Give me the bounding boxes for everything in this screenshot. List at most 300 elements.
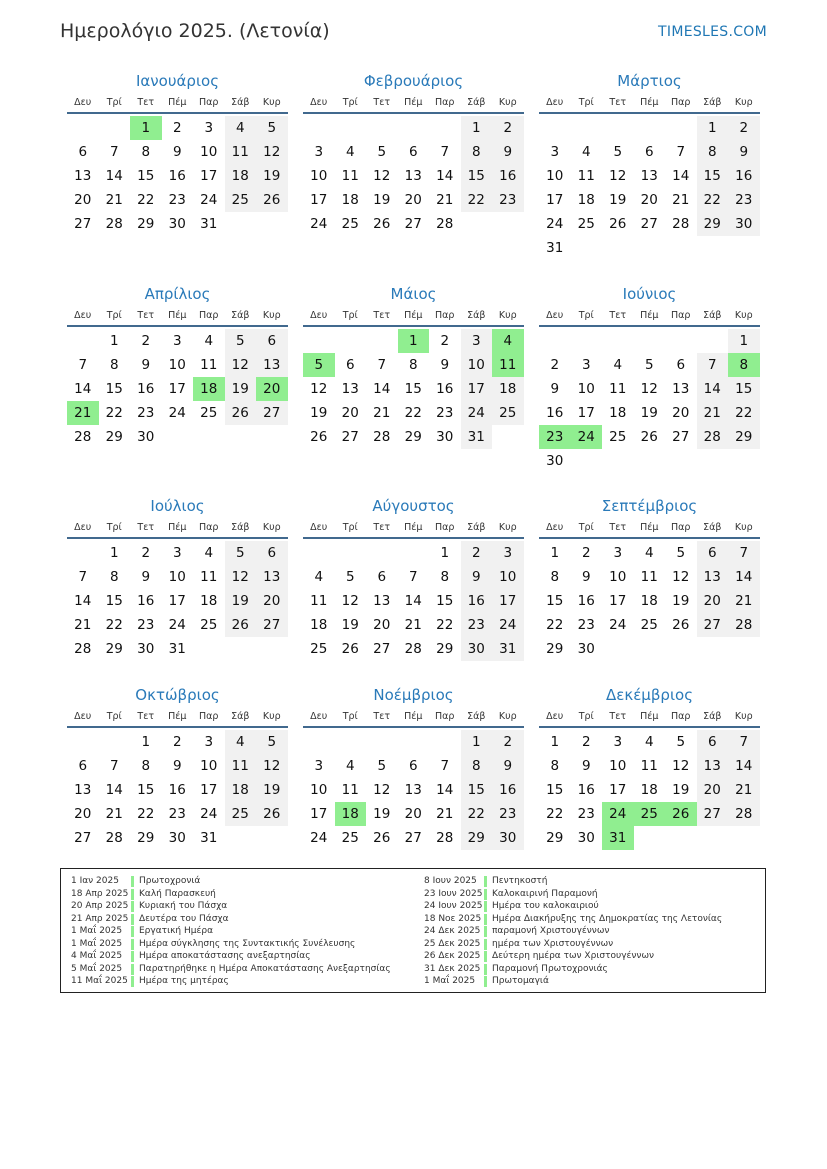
day-cell: 17 bbox=[461, 377, 493, 401]
weekday-label: Σάβ bbox=[467, 710, 486, 722]
day-cell: 14 bbox=[728, 565, 760, 589]
day-cell: 3 bbox=[492, 541, 524, 565]
legend-item bbox=[71, 900, 391, 913]
day-cell: 22 bbox=[697, 188, 729, 212]
holiday-day-cell: 24 bbox=[571, 425, 603, 449]
holiday-color-marker bbox=[131, 889, 134, 900]
legend-item bbox=[71, 938, 391, 951]
day-cell: 21 bbox=[105, 806, 123, 822]
weekday-label: Πέμ bbox=[168, 96, 187, 108]
legend-column-left bbox=[71, 875, 391, 988]
day-cell: 20 bbox=[404, 806, 422, 822]
empty-day-cell bbox=[634, 329, 666, 353]
weekday-label: Δευ bbox=[310, 710, 328, 722]
weekday-label: Κυρ bbox=[498, 96, 517, 108]
empty-day-cell bbox=[335, 730, 367, 754]
day-cell: 4 bbox=[204, 545, 214, 561]
day-cell: 7 bbox=[78, 569, 88, 585]
day-cell: 9 bbox=[581, 758, 591, 774]
weekday-header bbox=[303, 517, 524, 539]
day-cell: 15 bbox=[105, 381, 123, 397]
day-cell: 20 bbox=[74, 806, 92, 822]
holiday-day-cell: 23 bbox=[539, 425, 571, 449]
weekday-header bbox=[539, 706, 760, 728]
day-cell: 2 bbox=[581, 545, 591, 561]
day-cell: 22 bbox=[461, 802, 493, 826]
month-title: Φεβρουάριος bbox=[363, 72, 464, 90]
day-cell: 12 bbox=[225, 565, 257, 589]
weekday-label: Τετ bbox=[137, 521, 155, 533]
day-cell: 15 bbox=[461, 778, 493, 802]
day-cell: 6 bbox=[78, 144, 88, 160]
day-cell: 15 bbox=[137, 782, 155, 798]
day-cell: 1 bbox=[461, 730, 493, 754]
day-cell: 25 bbox=[577, 216, 595, 232]
weekday-label: Σάβ bbox=[703, 710, 722, 722]
legend-date: 18 Απρ 2025 bbox=[71, 888, 129, 899]
day-cell: 8 bbox=[461, 140, 493, 164]
day-cell: 28 bbox=[373, 429, 391, 445]
day-cell: 6 bbox=[256, 329, 288, 353]
legend-holiday-name: Δευτέρα του Πάσχα bbox=[139, 913, 229, 924]
day-cell: 5 bbox=[613, 144, 623, 160]
day-cell: 30 bbox=[137, 429, 155, 445]
day-cell: 13 bbox=[697, 754, 729, 778]
day-cell: 12 bbox=[225, 353, 257, 377]
day-cell: 27 bbox=[256, 613, 288, 637]
holiday-color-marker bbox=[484, 889, 487, 900]
weekday-label: Σάβ bbox=[467, 96, 486, 108]
day-cell: 24 bbox=[310, 216, 328, 232]
day-cell: 19 bbox=[672, 593, 690, 609]
empty-day-cell bbox=[303, 116, 335, 140]
legend-column-right bbox=[424, 875, 722, 988]
weekday-label: Τρί bbox=[578, 309, 594, 321]
month-title: Απρίλιος bbox=[144, 285, 211, 303]
month-calendar bbox=[303, 283, 524, 449]
day-cell: 15 bbox=[461, 164, 493, 188]
weekday-label: Σάβ bbox=[467, 521, 486, 533]
day-cell: 1 bbox=[109, 545, 119, 561]
day-cell: 26 bbox=[225, 401, 257, 425]
legend-item bbox=[424, 888, 722, 901]
day-cell: 25 bbox=[341, 830, 359, 846]
empty-day-cell bbox=[99, 116, 131, 140]
day-cell: 14 bbox=[728, 754, 760, 778]
day-cell: 21 bbox=[74, 617, 92, 633]
day-grid bbox=[539, 329, 760, 473]
day-cell: 29 bbox=[728, 425, 760, 449]
legend-date: 24 Δεκ 2025 bbox=[424, 926, 481, 936]
holiday-day-cell: 5 bbox=[303, 353, 335, 377]
month-title: Αύγουστος bbox=[372, 497, 455, 515]
holiday-color-marker bbox=[484, 951, 487, 962]
day-cell: 12 bbox=[640, 381, 658, 397]
legend-item bbox=[424, 900, 722, 913]
day-cell: 18 bbox=[310, 617, 328, 633]
month-calendar bbox=[539, 495, 760, 661]
day-cell: 29 bbox=[697, 212, 729, 236]
holiday-color-marker bbox=[484, 964, 487, 975]
weekday-label: Τετ bbox=[137, 710, 155, 722]
weekday-label: Τρί bbox=[106, 96, 122, 108]
legend-holiday-name: Καλοκαιρινή Παραμονή bbox=[492, 888, 598, 899]
day-cell: 20 bbox=[74, 192, 92, 208]
weekday-label: Πέμ bbox=[640, 710, 659, 722]
day-cell: 8 bbox=[697, 140, 729, 164]
day-grid bbox=[303, 541, 524, 661]
holiday-color-marker bbox=[131, 976, 134, 987]
day-cell: 11 bbox=[609, 381, 627, 397]
day-cell: 3 bbox=[172, 333, 182, 349]
weekday-label: Τετ bbox=[609, 521, 627, 533]
day-cell: 15 bbox=[697, 164, 729, 188]
day-cell: 20 bbox=[341, 405, 359, 421]
day-cell: 2 bbox=[141, 333, 151, 349]
day-cell: 28 bbox=[105, 830, 123, 846]
day-cell: 22 bbox=[546, 806, 564, 822]
day-cell: 19 bbox=[640, 405, 658, 421]
day-cell: 29 bbox=[436, 641, 454, 657]
day-cell: 27 bbox=[74, 216, 92, 232]
weekday-label: Σάβ bbox=[231, 96, 250, 108]
day-cell: 28 bbox=[404, 641, 422, 657]
day-cell: 23 bbox=[577, 617, 595, 633]
day-cell: 3 bbox=[204, 734, 214, 750]
day-cell: 6 bbox=[78, 758, 88, 774]
weekday-label: Παρ bbox=[199, 309, 219, 321]
holiday-color-marker bbox=[484, 976, 487, 987]
holiday-color-marker bbox=[484, 926, 487, 937]
empty-day-cell bbox=[67, 116, 99, 140]
day-cell: 14 bbox=[697, 377, 729, 401]
day-cell: 13 bbox=[672, 381, 690, 397]
day-cell: 25 bbox=[310, 641, 328, 657]
weekday-label: Τρί bbox=[106, 710, 122, 722]
day-cell: 9 bbox=[461, 565, 493, 589]
weekday-label: Παρ bbox=[671, 710, 691, 722]
weekday-label: Πέμ bbox=[640, 309, 659, 321]
legend-item bbox=[424, 963, 722, 976]
holiday-day-cell: 1 bbox=[398, 329, 430, 353]
day-cell: 31 bbox=[200, 830, 218, 846]
day-cell: 11 bbox=[310, 593, 328, 609]
day-cell: 24 bbox=[546, 216, 564, 232]
day-cell: 6 bbox=[408, 144, 418, 160]
weekday-label: Κυρ bbox=[262, 309, 281, 321]
day-cell: 8 bbox=[550, 758, 560, 774]
weekday-label: Δευ bbox=[74, 96, 92, 108]
day-cell: 22 bbox=[728, 401, 760, 425]
day-cell: 17 bbox=[546, 192, 564, 208]
holiday-day-cell: 8 bbox=[728, 353, 760, 377]
holiday-day-cell: 25 bbox=[634, 802, 666, 826]
day-cell: 6 bbox=[644, 144, 654, 160]
weekday-label: Σάβ bbox=[231, 710, 250, 722]
legend-holiday-name: Εργατική Ημέρα bbox=[139, 926, 213, 936]
day-cell: 27 bbox=[373, 641, 391, 657]
day-cell: 4 bbox=[225, 116, 257, 140]
day-cell: 4 bbox=[314, 569, 324, 585]
day-cell: 11 bbox=[200, 357, 218, 373]
weekday-label: Δευ bbox=[74, 521, 92, 533]
holiday-legend bbox=[60, 868, 766, 993]
weekday-label: Κυρ bbox=[262, 710, 281, 722]
day-cell: 15 bbox=[546, 782, 564, 798]
weekday-label: Παρ bbox=[435, 309, 455, 321]
weekday-label: Παρ bbox=[671, 309, 691, 321]
day-cell: 16 bbox=[577, 593, 595, 609]
empty-day-cell bbox=[665, 329, 697, 353]
day-cell: 7 bbox=[728, 541, 760, 565]
holiday-color-marker bbox=[131, 876, 134, 887]
day-cell: 30 bbox=[492, 826, 524, 850]
day-cell: 15 bbox=[105, 593, 123, 609]
month-title: Ιούλιος bbox=[150, 497, 205, 515]
empty-day-cell bbox=[398, 116, 430, 140]
day-cell: 9 bbox=[141, 569, 151, 585]
day-cell: 30 bbox=[436, 429, 454, 445]
weekday-label: Δευ bbox=[546, 96, 564, 108]
day-cell: 13 bbox=[74, 782, 92, 798]
legend-item bbox=[424, 913, 722, 926]
day-cell: 24 bbox=[168, 405, 186, 421]
day-cell: 26 bbox=[373, 830, 391, 846]
day-cell: 13 bbox=[74, 168, 92, 184]
day-cell: 6 bbox=[345, 357, 355, 373]
day-cell: 7 bbox=[697, 353, 729, 377]
day-cell: 7 bbox=[440, 758, 450, 774]
empty-day-cell bbox=[99, 730, 131, 754]
day-cell: 29 bbox=[404, 429, 422, 445]
day-cell: 23 bbox=[492, 802, 524, 826]
empty-day-cell bbox=[539, 116, 571, 140]
day-cell: 7 bbox=[78, 357, 88, 373]
empty-day-cell bbox=[303, 730, 335, 754]
day-cell: 2 bbox=[141, 545, 151, 561]
day-cell: 18 bbox=[225, 778, 257, 802]
day-cell: 19 bbox=[609, 192, 627, 208]
day-cell: 17 bbox=[492, 589, 524, 613]
weekday-header bbox=[303, 706, 524, 728]
empty-day-cell bbox=[335, 541, 367, 565]
day-cell: 6 bbox=[377, 569, 387, 585]
day-cell: 11 bbox=[640, 758, 658, 774]
day-cell: 17 bbox=[310, 192, 328, 208]
day-cell: 10 bbox=[492, 565, 524, 589]
weekday-header bbox=[539, 305, 760, 327]
weekday-label: Τρί bbox=[578, 710, 594, 722]
day-cell: 25 bbox=[200, 617, 218, 633]
day-cell: 8 bbox=[408, 357, 418, 373]
day-grid bbox=[539, 541, 760, 661]
day-cell: 27 bbox=[341, 429, 359, 445]
weekday-label: Δευ bbox=[546, 521, 564, 533]
day-cell: 17 bbox=[609, 782, 627, 798]
month-calendar bbox=[539, 684, 760, 850]
day-cell: 11 bbox=[341, 782, 359, 798]
holiday-day-cell: 18 bbox=[193, 377, 225, 401]
day-cell: 5 bbox=[644, 357, 654, 373]
weekday-label: Τετ bbox=[609, 309, 627, 321]
day-cell: 3 bbox=[613, 734, 623, 750]
weekday-header bbox=[67, 706, 288, 728]
month-title: Σεπτέμβριος bbox=[601, 497, 698, 515]
day-cell: 31 bbox=[200, 216, 218, 232]
holiday-color-marker bbox=[484, 914, 487, 925]
day-cell: 22 bbox=[546, 617, 564, 633]
legend-item bbox=[424, 938, 722, 951]
day-cell: 24 bbox=[609, 617, 627, 633]
empty-day-cell bbox=[335, 329, 367, 353]
day-cell: 17 bbox=[200, 782, 218, 798]
day-cell: 16 bbox=[492, 164, 524, 188]
day-cell: 19 bbox=[225, 377, 257, 401]
day-cell: 20 bbox=[672, 405, 690, 421]
day-cell: 2 bbox=[172, 734, 182, 750]
day-cell: 28 bbox=[672, 216, 690, 232]
month-title: Μάρτιος bbox=[617, 72, 682, 90]
day-cell: 5 bbox=[377, 144, 387, 160]
day-cell: 1 bbox=[461, 116, 493, 140]
legend-date: 31 Δεκ 2025 bbox=[424, 963, 481, 974]
day-cell: 10 bbox=[461, 353, 493, 377]
day-cell: 9 bbox=[172, 758, 182, 774]
holiday-day-cell: 31 bbox=[602, 826, 634, 850]
legend-holiday-name: Παραμονή Πρωτοχρονιάς bbox=[492, 963, 608, 974]
day-cell: 13 bbox=[373, 593, 391, 609]
day-cell: 28 bbox=[697, 425, 729, 449]
day-cell: 10 bbox=[200, 758, 218, 774]
day-cell: 8 bbox=[109, 569, 119, 585]
day-cell: 7 bbox=[440, 144, 450, 160]
day-cell: 24 bbox=[200, 192, 218, 208]
month-calendar bbox=[67, 684, 288, 850]
month-calendar bbox=[67, 495, 288, 661]
day-cell: 16 bbox=[168, 782, 186, 798]
day-cell: 5 bbox=[225, 329, 257, 353]
legend-holiday-name: Ημέρα της μητέρας bbox=[139, 976, 229, 986]
day-cell: 26 bbox=[609, 216, 627, 232]
weekday-label: Τρί bbox=[106, 521, 122, 533]
legend-date: 1 Μαΐ 2025 bbox=[424, 976, 476, 986]
day-cell: 22 bbox=[461, 188, 493, 212]
legend-date: 23 Ιουν 2025 bbox=[424, 888, 483, 899]
weekday-label: Πέμ bbox=[168, 710, 187, 722]
day-grid bbox=[67, 116, 288, 236]
legend-holiday-name: Καλή Παρασκευή bbox=[139, 888, 216, 899]
day-cell: 19 bbox=[256, 778, 288, 802]
legend-date: 24 Ιουν 2025 bbox=[424, 901, 483, 911]
site-link[interactable]: TIMESLES.COM bbox=[658, 24, 767, 40]
day-cell: 4 bbox=[204, 333, 214, 349]
legend-item bbox=[424, 975, 722, 988]
empty-day-cell bbox=[366, 730, 398, 754]
empty-day-cell bbox=[429, 116, 461, 140]
weekday-label: Τετ bbox=[609, 710, 627, 722]
day-cell: 29 bbox=[137, 216, 155, 232]
weekday-label: Παρ bbox=[671, 521, 691, 533]
day-cell: 23 bbox=[436, 405, 454, 421]
day-cell: 29 bbox=[105, 641, 123, 657]
weekday-label: Σάβ bbox=[231, 521, 250, 533]
empty-day-cell bbox=[602, 116, 634, 140]
day-cell: 20 bbox=[697, 589, 729, 613]
legend-holiday-name: Πεντηκοστή bbox=[492, 876, 548, 886]
day-cell: 5 bbox=[377, 758, 387, 774]
day-cell: 16 bbox=[492, 778, 524, 802]
day-cell: 19 bbox=[373, 806, 391, 822]
day-cell: 12 bbox=[256, 140, 288, 164]
day-cell: 17 bbox=[609, 593, 627, 609]
day-cell: 4 bbox=[644, 734, 654, 750]
weekday-label: Κυρ bbox=[498, 309, 517, 321]
weekday-label: Τετ bbox=[373, 96, 391, 108]
day-cell: 21 bbox=[105, 192, 123, 208]
weekday-label: Δευ bbox=[310, 521, 328, 533]
day-grid bbox=[303, 329, 524, 449]
weekday-header bbox=[539, 92, 760, 114]
day-cell: 30 bbox=[546, 453, 564, 469]
holiday-color-marker bbox=[484, 939, 487, 950]
legend-date: 1 Μαΐ 2025 bbox=[71, 926, 123, 936]
day-cell: 3 bbox=[314, 144, 324, 160]
day-cell: 18 bbox=[577, 192, 595, 208]
empty-day-cell bbox=[539, 329, 571, 353]
month-calendar bbox=[67, 70, 288, 236]
day-cell: 25 bbox=[341, 216, 359, 232]
day-cell: 26 bbox=[310, 429, 328, 445]
day-cell: 19 bbox=[225, 589, 257, 613]
day-cell: 25 bbox=[200, 405, 218, 421]
weekday-label: Παρ bbox=[435, 521, 455, 533]
weekday-label: Τρί bbox=[106, 309, 122, 321]
day-cell: 18 bbox=[225, 164, 257, 188]
day-cell: 12 bbox=[373, 168, 391, 184]
weekday-header bbox=[67, 92, 288, 114]
day-cell: 10 bbox=[200, 144, 218, 160]
day-cell: 18 bbox=[492, 377, 524, 401]
day-cell: 13 bbox=[341, 381, 359, 397]
day-cell: 6 bbox=[676, 357, 686, 373]
day-cell: 10 bbox=[577, 381, 595, 397]
day-cell: 14 bbox=[74, 593, 92, 609]
day-cell: 7 bbox=[109, 144, 119, 160]
weekday-label: Σάβ bbox=[467, 309, 486, 321]
month-calendar bbox=[539, 283, 760, 473]
day-cell: 27 bbox=[256, 401, 288, 425]
empty-day-cell bbox=[67, 329, 99, 353]
day-cell: 21 bbox=[728, 778, 760, 802]
month-title: Οκτώβριος bbox=[135, 686, 220, 704]
day-cell: 16 bbox=[168, 168, 186, 184]
day-cell: 27 bbox=[74, 830, 92, 846]
day-cell: 21 bbox=[672, 192, 690, 208]
day-cell: 10 bbox=[310, 168, 328, 184]
day-cell: 12 bbox=[373, 782, 391, 798]
day-cell: 21 bbox=[728, 589, 760, 613]
day-cell: 25 bbox=[609, 429, 627, 445]
day-cell: 4 bbox=[644, 545, 654, 561]
weekday-label: Δευ bbox=[310, 96, 328, 108]
weekday-label: Κυρ bbox=[262, 521, 281, 533]
day-cell: 16 bbox=[577, 782, 595, 798]
day-cell: 11 bbox=[200, 569, 218, 585]
weekday-label: Δευ bbox=[74, 309, 92, 321]
day-cell: 15 bbox=[728, 377, 760, 401]
day-cell: 16 bbox=[137, 381, 155, 397]
day-cell: 14 bbox=[672, 168, 690, 184]
